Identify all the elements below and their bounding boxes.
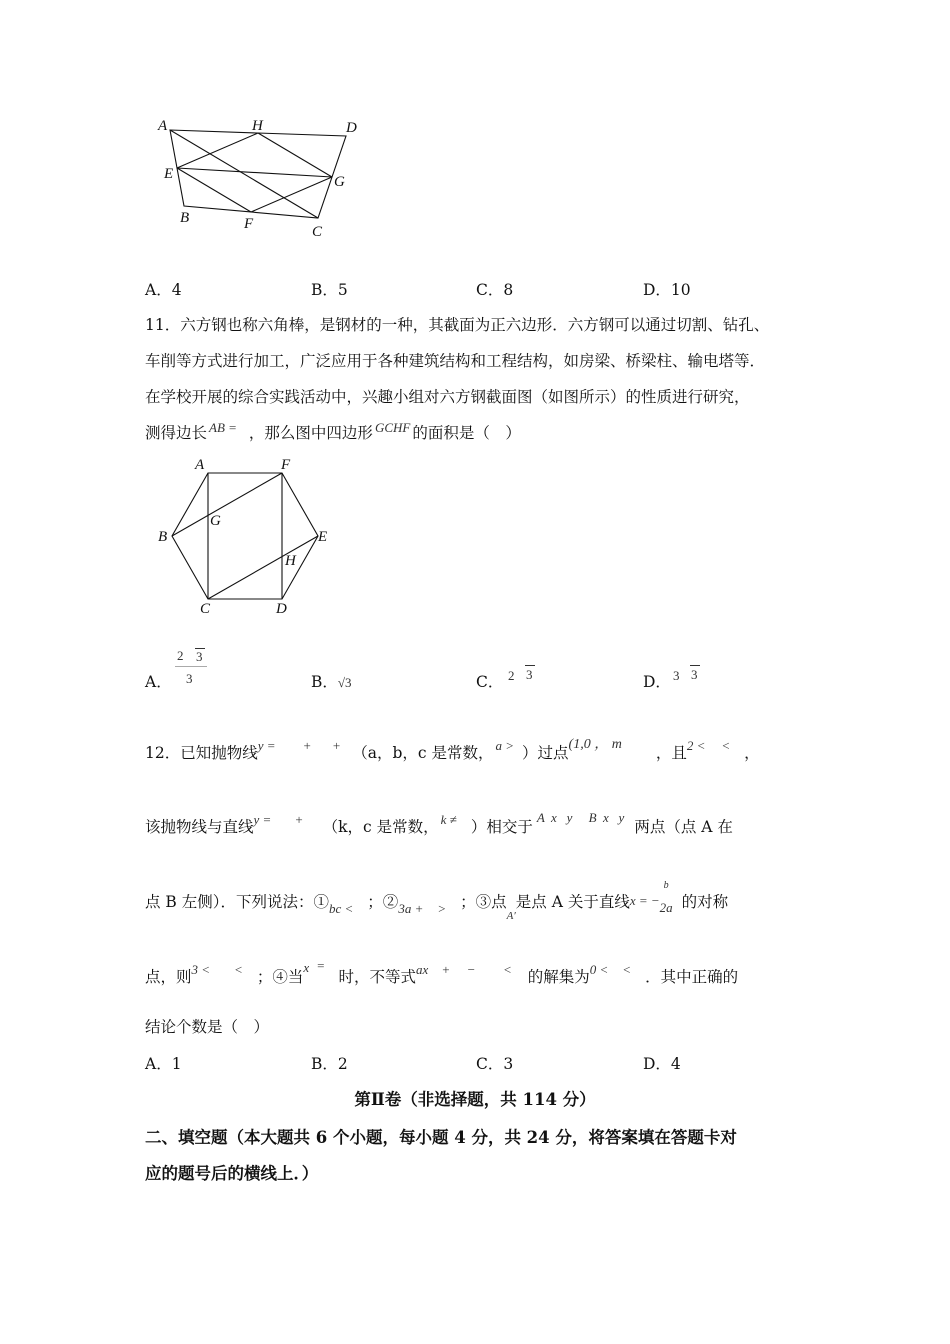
segment-c-e xyxy=(208,536,318,599)
q11-option-c-radical-bar xyxy=(525,665,535,666)
q11-option-a-label: A． xyxy=(145,673,172,691)
q12-line-5: 结论个数是（ ） xyxy=(145,1018,270,1036)
q12-l2-text-b: （k，c 是常数， xyxy=(322,818,439,836)
q11-text-a: 测得边长 xyxy=(145,424,208,442)
q12-l4-math-minus: − xyxy=(467,962,475,977)
q12-l1-math-point: (1,0 ， m xyxy=(568,737,622,752)
q12-l3-math-xeq: x = − xyxy=(629,893,660,908)
q12-l2-math-plus: + xyxy=(295,812,303,827)
label-h: H xyxy=(252,118,263,134)
q11-line-1: 11．六方钢也称六角棒，是钢材的一种，其截面为正六边形．六方钢可以通过切割、钻孔、 xyxy=(145,316,770,334)
q12-l1-math-plus1: + xyxy=(303,738,311,753)
q12-l1-text-b: （a，b，c 是常数， xyxy=(352,744,494,762)
hexagon-figure xyxy=(150,452,340,617)
label-e: E xyxy=(318,529,328,545)
q12-line-4 xyxy=(145,958,739,989)
q11-option-a-denominator: 3 xyxy=(186,671,193,686)
q12-l1-text-c: ）过点 xyxy=(522,744,569,762)
q12-l2-math-y: y = xyxy=(253,812,272,827)
q12-l4-math-0lt: 0 < xyxy=(589,962,609,977)
section-2-heading-line-2: 应的题号后的横线上．） xyxy=(145,1164,319,1183)
segment-h-g xyxy=(258,133,332,177)
label-e: E xyxy=(164,166,174,182)
q11-option-b-label: B． xyxy=(311,673,338,691)
q12-l1-math-a: a > xyxy=(495,738,515,753)
q12-l4-math-3lt: 3 < xyxy=(191,962,211,977)
q11-option-d-radical-bar xyxy=(690,665,700,666)
q12-l3-math-3a: 3a + xyxy=(398,901,424,916)
q11-text-c: 的面积是（ ） xyxy=(412,424,521,442)
q12-l1-text-a: 12．已知抛物线 xyxy=(145,744,258,762)
segment-e-g xyxy=(177,168,332,177)
q11-option-b[interactable] xyxy=(311,670,352,692)
label-g: G xyxy=(210,513,221,529)
trapezoid-outline xyxy=(170,130,346,218)
q12-option-c[interactable]: C．3 xyxy=(476,1055,514,1073)
q11-option-c-label: C． xyxy=(476,673,504,691)
q12-l4-math-lt: < xyxy=(234,962,243,977)
label-b: B xyxy=(158,529,168,545)
segment-b-f xyxy=(172,473,282,536)
q12-option-b[interactable]: B．2 xyxy=(311,1055,348,1073)
q12-l4-text-b: ；④当 xyxy=(256,968,304,986)
segment-e-f xyxy=(177,168,251,212)
q12-l3-text-d: 是点 A 关于直线 xyxy=(515,893,630,911)
q12-l4-math-plus: + xyxy=(442,962,450,977)
q11-option-c-radicand: 3 xyxy=(526,667,533,682)
q11-text-b: ，那么图中四边形 xyxy=(248,424,373,442)
q12-option-a[interactable]: A．1 xyxy=(145,1055,182,1073)
q11-line-2: 车削等方式进行加工，广泛应用于各种建筑结构和工程结构，如房梁、桥梁柱、输电塔等． xyxy=(145,352,766,370)
q12-l4-math-x: x xyxy=(303,960,310,975)
q11-option-a-numerator: 2 xyxy=(177,648,184,663)
q12-l3-math-2a: 2a xyxy=(659,900,673,915)
q12-l1-math-ineq2: < xyxy=(721,738,731,753)
q12-l1-math-y: y = xyxy=(257,738,276,753)
q12-l3-text-a: 点 B 左侧）．下列说法：① xyxy=(145,893,329,911)
q12-l4-text-c: 时，不等式 xyxy=(338,968,416,986)
q12-l2-text-d: 两点（点 A 在 xyxy=(634,818,733,836)
label-b: B xyxy=(180,210,190,226)
q11-option-d-label: D． xyxy=(643,673,671,691)
q11-option-d[interactable] xyxy=(643,667,713,692)
q12-l3-math-aprime: A′ xyxy=(506,910,516,922)
label-c: C xyxy=(200,601,211,617)
trapezoid-figure xyxy=(150,110,370,245)
q12-l3-text-b: ；② xyxy=(367,893,399,911)
q11-option-a-radicand: 3 xyxy=(196,649,203,664)
q12-l3-text-c: ；③点 xyxy=(460,893,507,911)
q12-l2-math-points: A x y B x y xyxy=(536,810,625,825)
segment-f-g xyxy=(251,177,332,212)
q12-l3-fraction xyxy=(659,880,682,915)
q12-l4-math-lt2: < xyxy=(502,962,512,977)
q11-math-ab: AB = xyxy=(209,420,237,435)
q11-option-a[interactable] xyxy=(145,648,215,690)
section-2-heading-line-1: 二、填空题（本大题共 6 个小题，每小题 4 分，共 24 分，将答案填在答题卡对 xyxy=(145,1128,737,1147)
q12-line-1 xyxy=(145,737,760,766)
q11-option-a-fraction-bar xyxy=(175,666,207,667)
q12-l4-text-e: ．其中正确的 xyxy=(645,968,739,986)
q11-option-d-coef: 3 xyxy=(673,668,680,683)
q12-option-d[interactable]: D．4 xyxy=(643,1055,681,1073)
label-a: A xyxy=(158,118,168,134)
label-f: F xyxy=(281,457,291,473)
q12-l4-math-ax: ax xyxy=(415,962,429,977)
q12-l2-text-c: ）相交于 xyxy=(470,818,533,836)
q12-l3-math-gt: > xyxy=(437,901,447,916)
q12-l1-math-plus2: + xyxy=(332,738,341,753)
label-d: D xyxy=(276,601,287,617)
section-2-title: 第Ⅱ卷（非选择题，共 114 分） xyxy=(354,1090,596,1109)
q11-option-d-radicand: 3 xyxy=(691,667,698,682)
label-g: G xyxy=(334,174,345,190)
q12-line-3 xyxy=(145,880,729,922)
q11-math-gchf: GCHF xyxy=(374,420,411,435)
segment-a-c xyxy=(170,130,318,218)
q12-l4-text-d: 的解集为 xyxy=(527,968,590,986)
q12-l3-math-b: b xyxy=(663,880,669,891)
q10-option-d[interactable]: D．10 xyxy=(643,281,691,299)
q12-l4-text-a: 点，则 xyxy=(145,968,192,986)
q12-l4-math-eq: = xyxy=(317,958,325,973)
label-h: H xyxy=(285,553,296,569)
q11-option-c-coef: 2 xyxy=(508,668,515,683)
q12-l1-text-e: ， xyxy=(744,744,760,762)
q12-l2-math-k: k ≠ xyxy=(440,812,457,827)
q12-line-2 xyxy=(145,810,733,839)
label-c: C xyxy=(312,224,323,240)
q10-option-c[interactable]: C．8 xyxy=(476,281,514,299)
q12-l4-math-lt3: < xyxy=(622,962,632,977)
segment-h-e xyxy=(177,133,258,168)
q11-line-3: 在学校开展的综合实践活动中，兴趣小组对六方钢截面图（如图所示）的性质进行研究， xyxy=(145,388,750,406)
q11-line-4 xyxy=(145,422,521,445)
q12-l3-math-bc: bc < xyxy=(329,901,354,916)
q12-l1-text-d: ，且 xyxy=(655,744,687,762)
label-a: A xyxy=(195,457,205,473)
q12-l1-math-ineq1: 2 < xyxy=(686,738,706,753)
q11-option-b-value: √3 xyxy=(337,675,352,690)
q12-l2-text-a: 该抛物线与直线 xyxy=(145,818,254,836)
q10-option-a[interactable]: A．4 xyxy=(145,281,182,299)
q10-option-b[interactable]: B．5 xyxy=(311,281,348,299)
label-d: D xyxy=(346,120,357,136)
q12-l3-text-e: 的对称 xyxy=(681,893,729,911)
hexagon-outline xyxy=(172,473,318,599)
label-f: F xyxy=(244,216,254,232)
q11-option-c[interactable] xyxy=(476,667,546,692)
